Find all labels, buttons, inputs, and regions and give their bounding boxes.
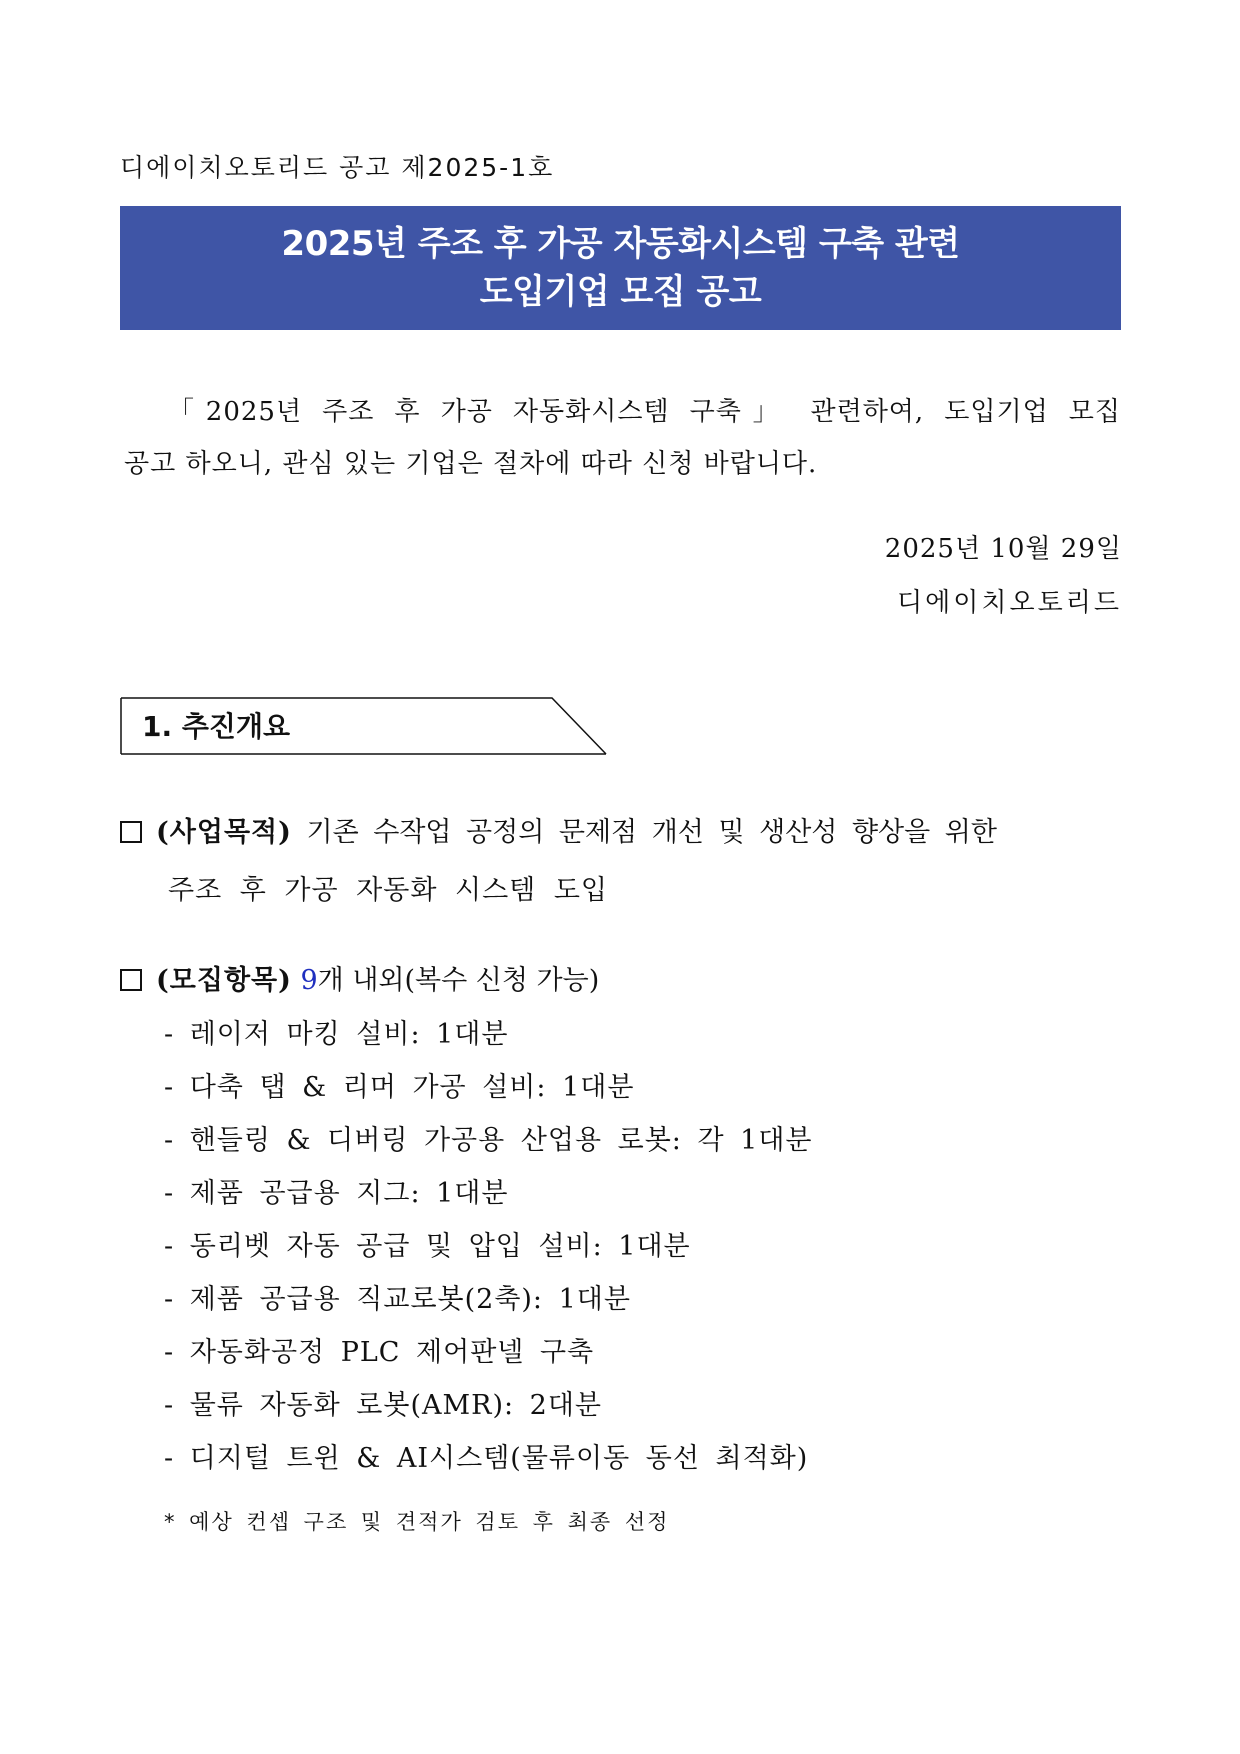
recruit-list-item: - 자동화공정 PLC 제어판넬 구축 [164, 1337, 595, 1368]
notice-number: 디에이치오토리드 공고 제2025-1호 [120, 153, 555, 182]
purpose-item [120, 810, 1121, 849]
recruit-list-item: - 물류 자동화 로봇(AMR): 2대분 [164, 1390, 603, 1421]
intro-line-2: 공고 하오니, 관심 있는 기업은 절차에 따라 신청 바랍니다. [124, 449, 818, 479]
purpose-text-line-1: 기존 수작업 공정의 문제점 개선 및 생산성 향상을 위한 [306, 817, 997, 848]
title-line-1: 2025년 주조 후 가공 자동화시스템 구축 관련 [281, 224, 960, 264]
title-banner [120, 206, 1121, 330]
recruit-list-item: - 핸들링 & 디버링 가공용 산업용 로봇: 각 1대분 [164, 1125, 813, 1156]
recruit-list-item: - 레이저 마킹 설비: 1대분 [164, 1019, 509, 1050]
checkbox-square-icon [120, 821, 142, 843]
section-1-heading [120, 697, 608, 755]
recruit-list-item: - 제품 공급용 지그: 1대분 [164, 1178, 509, 1209]
recruit-item [120, 958, 1121, 997]
recruit-list-item: - 제품 공급용 직교로봇(2축): 1대분 [164, 1284, 631, 1315]
recruit-list-item: - 동리벳 자동 공급 및 압입 설비: 1대분 [164, 1231, 691, 1262]
recruit-list-item: - 디지털 트윈 & AI시스템(물류이동 동선 최적화) [164, 1443, 809, 1474]
selection-note: * 예상 컨셉 구조 및 견적가 검토 후 최종 선정 [164, 1510, 670, 1534]
recruit-count: 9 [300, 965, 318, 996]
recruit-text: 개 내외(복수 신청 가능) [317, 965, 600, 996]
notice-date: 2025년 10월 29일 [884, 534, 1122, 564]
title-line-2: 도입기업 모집 공고 [479, 272, 762, 312]
section-1-title: 1. 추진개요 [142, 710, 291, 743]
intro-paragraph [120, 386, 1121, 490]
recruit-label: (모집항목) [156, 965, 292, 996]
intro-line-1: 「2025년 주조 후 가공 자동화시스템 구축」 관련하여, 도입기업 모집 [168, 397, 1121, 427]
checkbox-square-icon [120, 969, 142, 991]
purpose-text-line-2: 주조 후 가공 자동화 시스템 도입 [168, 875, 608, 906]
purpose-label: (사업목적) [156, 817, 292, 848]
recruit-list-item: - 다축 탭 & 리머 가공 설비: 1대분 [164, 1072, 635, 1103]
organization-name: 디에이치오토리드 [897, 588, 1122, 618]
